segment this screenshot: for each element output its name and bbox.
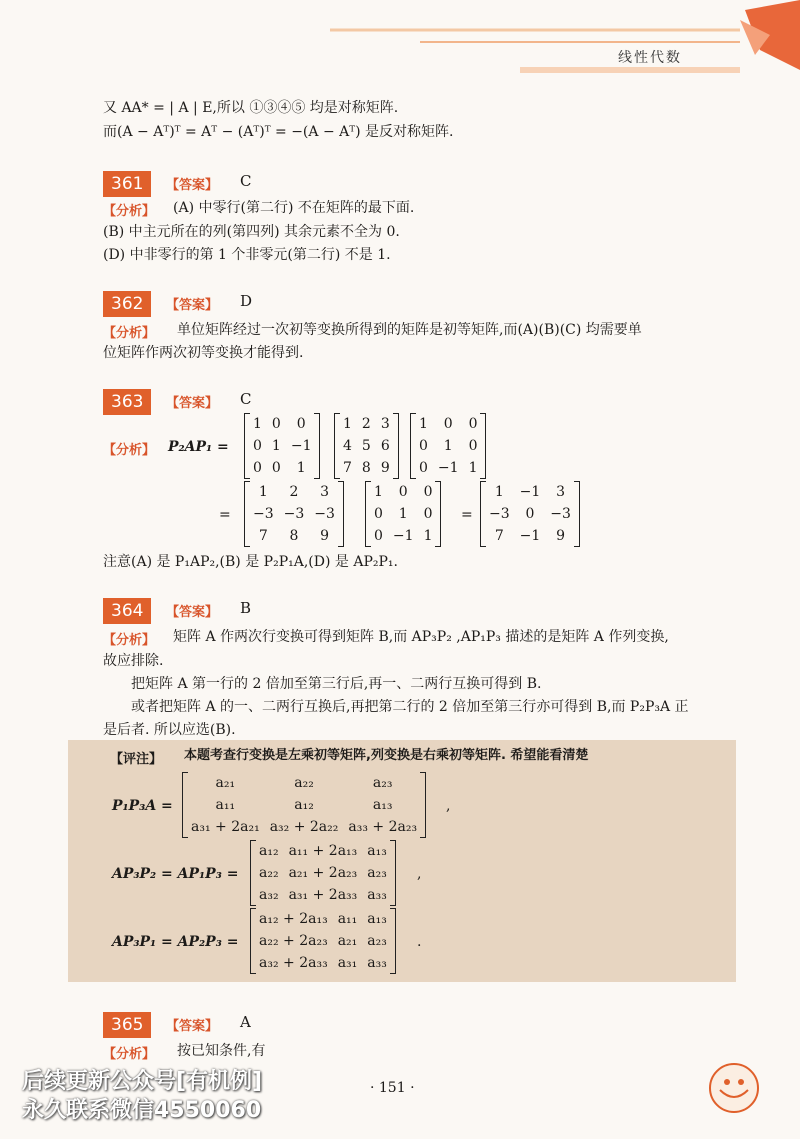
matrix-product-1	[244, 481, 344, 547]
matrix-cell: 0	[398, 484, 408, 500]
matrix-cell: 0	[296, 416, 306, 432]
matrix-cell: a₂₁	[215, 775, 236, 791]
answer-value: B	[240, 599, 252, 617]
matrix-cell: a₂₃	[367, 933, 387, 949]
analysis-text: 矩阵 A 作两次行变换可得到矩阵 B,而 AP₃P₂ ,AP₁P₃ 描述的是矩阵 A 作列变换,	[173, 629, 669, 645]
matrix-p1	[365, 481, 441, 547]
matrix-cell: a₁₃	[372, 797, 393, 813]
matrix-table	[254, 840, 392, 906]
question-number-badge: 362	[103, 291, 151, 317]
matrix-cell: 9	[380, 460, 390, 476]
analysis-text: 单位矩阵经过一次初等变换所得到的矩阵是初等矩阵,而(A)(B)(C) 均需要单	[177, 322, 642, 338]
matrix-cell: 8	[289, 528, 299, 544]
analysis-text: 或者把矩阵 A 的一、二两行互换后,再把第二行的 2 倍加至第三行亦可得到 B,而 P₂P₃A 正	[131, 699, 689, 715]
matrix-cell: a₃₁ + 2a₃₃	[288, 887, 358, 903]
matrix-cell: −1	[519, 528, 541, 544]
matrix-cell: 0	[374, 528, 383, 544]
matrix-cell: a₃₂ + 2a₂₂	[269, 819, 339, 835]
analysis-text: 按已知条件,有	[177, 1043, 266, 1059]
answer-label: 【答案】	[166, 1019, 219, 1034]
matrix-cell: 1	[271, 438, 281, 454]
analysis-text: 把矩阵 A 第一行的 2 倍加至第三行后,再一、二两行互换可得到 B.	[131, 676, 542, 692]
matrix-cell: 1	[253, 416, 262, 432]
matrix-cell: 0	[419, 438, 428, 454]
analysis-text: (D) 中非零行的第 1 个非零元(第二行) 不是 1.	[103, 247, 391, 263]
analysis-text: (A) 中零行(第二行) 不在矩阵的最下面.	[173, 200, 415, 216]
punctuation: ,	[417, 866, 422, 882]
matrix-table	[254, 908, 392, 974]
question-number-badge: 361	[103, 171, 151, 197]
analysis-label: 【分析】	[103, 204, 156, 219]
matrix-cell: a₃₂	[259, 887, 279, 903]
matrix-cell: 0	[253, 438, 262, 454]
matrix-cell: a₃₁ + 2a₂₁	[191, 819, 260, 835]
matrix-ap3p2	[250, 840, 396, 906]
matrix-cell: 7	[258, 528, 268, 544]
analysis-label: 【分析】	[103, 633, 156, 648]
matrix-cell: −3	[489, 506, 510, 522]
answer-label: 【答案】	[166, 605, 219, 620]
watermark-line-1: 后续更新公众号[有机例]	[22, 1069, 263, 1094]
matrix-cell: 0	[374, 506, 383, 522]
page-number: · 151 ·	[370, 1080, 415, 1096]
matrix-cell: 1	[398, 506, 408, 522]
intro-line-2: 而(A − Aᵀ)ᵀ = Aᵀ − (Aᵀ)ᵀ = −(A − Aᵀ) 是反对称矩阵.	[103, 124, 454, 140]
matrix-cell: a₁₁ + 2a₁₃	[288, 843, 358, 859]
matrix-cell: 6	[380, 438, 390, 454]
answer-value: C	[240, 172, 252, 190]
question-number-badge: 364	[103, 598, 151, 624]
analysis-label: 【分析】	[103, 1047, 156, 1062]
matrix-cell: 9	[556, 528, 566, 544]
matrix-p2	[244, 413, 320, 479]
matrix-table	[248, 481, 340, 547]
matrix-ap3p1	[250, 908, 396, 974]
matrix-cell: 5	[361, 438, 371, 454]
matrix-cell: a₁₂ + 2a₁₃	[259, 911, 328, 927]
matrix-table	[484, 481, 576, 547]
punctuation: ,	[446, 798, 451, 814]
answer-label: 【答案】	[166, 396, 219, 411]
matrix-cell: −1	[519, 484, 541, 500]
matrix-cell: 0	[271, 460, 281, 476]
matrix-cell: 1	[423, 528, 433, 544]
matrix-cell: 7	[343, 460, 352, 476]
matrix-cell: a₂₃	[367, 865, 387, 881]
matrix-cell: 1	[343, 416, 352, 432]
matrix-cell: −3	[550, 506, 571, 522]
matrix-cell: 1	[258, 484, 268, 500]
matrix-cell: a₃₃	[367, 955, 387, 971]
analysis-text: (B) 中主元所在的列(第四列) 其余元素不全为 0.	[103, 224, 400, 240]
matrix-cell: a₂₂	[294, 775, 314, 791]
note-text: 注意(A) 是 P₁AP₂,(B) 是 P₂P₁A,(D) 是 AP₂P₁.	[103, 554, 398, 570]
answer-label: 【答案】	[166, 178, 219, 193]
matrix-cell: 3	[556, 484, 566, 500]
matrix-cell: 1	[494, 484, 504, 500]
matrix-cell: 0	[423, 506, 433, 522]
matrix-cell: 0	[271, 416, 281, 432]
matrix-cell: a₃₃	[367, 887, 387, 903]
equation-lhs: P₂AP₁ =	[168, 439, 229, 455]
matrix-cell: 0	[423, 484, 433, 500]
matrix-cell: a₃₂ + 2a₃₃	[259, 955, 328, 971]
mascot-icon	[706, 1060, 762, 1116]
equation-lhs: AP₃P₁ = AP₂P₃ =	[112, 934, 239, 950]
comment-label: 【评注】	[110, 752, 163, 767]
matrix-cell: 1	[296, 460, 306, 476]
analysis-text: 位矩阵作两次初等变换才能得到.	[103, 345, 304, 361]
matrix-cell: a₂₁ + 2a₂₃	[288, 865, 358, 881]
matrix-cell: 8	[361, 460, 371, 476]
analysis-label: 【分析】	[103, 443, 156, 458]
matrix-table	[369, 481, 437, 547]
matrix-cell: a₂₁	[337, 933, 358, 949]
watermark-line-2: 永久联系微信4550060	[22, 1098, 262, 1123]
intro-line-1: 又 AA* = | A | E,所以 ①③④⑤ 均是对称矩阵.	[103, 100, 399, 116]
matrix-a	[334, 413, 399, 479]
matrix-table	[338, 413, 395, 479]
matrix-cell: a₁₃	[367, 843, 387, 859]
equation-lhs: P₁P₃A =	[112, 798, 173, 814]
analysis-text: 故应排除.	[103, 653, 164, 669]
matrix-cell: a₁₁	[337, 911, 358, 927]
matrix-cell: 0	[443, 416, 453, 432]
matrix-table	[186, 772, 422, 838]
matrix-cell: −3	[314, 506, 335, 522]
matrix-cell: a₁₂	[294, 797, 314, 813]
matrix-table	[414, 413, 482, 479]
matrix-cell: 4	[343, 438, 352, 454]
matrix-cell: 1	[419, 416, 428, 432]
answer-value: C	[240, 390, 252, 408]
matrix-cell: a₁₁	[215, 797, 236, 813]
matrix-cell: a₂₃	[372, 775, 393, 791]
matrix-cell: 2	[361, 416, 371, 432]
matrix-cell: −3	[253, 506, 274, 522]
matrix-cell: 0	[468, 438, 478, 454]
matrix-cell: 9	[320, 528, 330, 544]
matrix-cell: 1	[443, 438, 453, 454]
matrix-result	[480, 481, 580, 547]
matrix-cell: −1	[290, 438, 312, 454]
question-number-badge: 365	[103, 1012, 151, 1038]
answer-label: 【答案】	[166, 298, 219, 313]
matrix-p1	[410, 413, 486, 479]
analysis-text: 是后者. 所以应选(B).	[103, 722, 236, 738]
matrix-cell: 3	[320, 484, 330, 500]
matrix-cell: 1	[374, 484, 383, 500]
equals-sign: =	[461, 507, 473, 523]
matrix-cell: −3	[283, 506, 305, 522]
matrix-cell: 3	[380, 416, 390, 432]
matrix-cell: 2	[289, 484, 299, 500]
equals-sign: =	[219, 507, 231, 523]
matrix-cell: −1	[437, 460, 459, 476]
matrix-cell: 0	[419, 460, 428, 476]
punctuation: .	[417, 934, 422, 950]
matrix-cell: 0	[525, 506, 535, 522]
question-number-badge: 363	[103, 389, 151, 415]
matrix-cell: a₂₂	[259, 865, 279, 881]
matrix-cell: −1	[392, 528, 414, 544]
answer-value: A	[240, 1013, 251, 1031]
matrix-cell: a₂₂ + 2a₂₃	[259, 933, 328, 949]
matrix-p1p3a	[182, 772, 426, 838]
answer-value: D	[240, 292, 253, 310]
matrix-cell: 1	[468, 460, 478, 476]
matrix-cell: 0	[253, 460, 262, 476]
matrix-cell: 0	[468, 416, 478, 432]
matrix-cell: a₃₃ + 2a₂₃	[348, 819, 418, 835]
matrix-table	[248, 413, 316, 479]
matrix-cell: a₁₃	[367, 911, 387, 927]
header-title: 线性代数	[618, 50, 682, 66]
matrix-cell: a₁₂	[259, 843, 279, 859]
analysis-label: 【分析】	[103, 326, 156, 341]
equation-lhs: AP₃P₂ = AP₁P₃ =	[112, 866, 239, 882]
matrix-cell: a₃₁	[337, 955, 358, 971]
matrix-cell: 7	[494, 528, 504, 544]
comment-text: 本题考查行变换是左乘初等矩阵,列变换是右乘初等矩阵. 希望能看清楚	[184, 748, 589, 763]
